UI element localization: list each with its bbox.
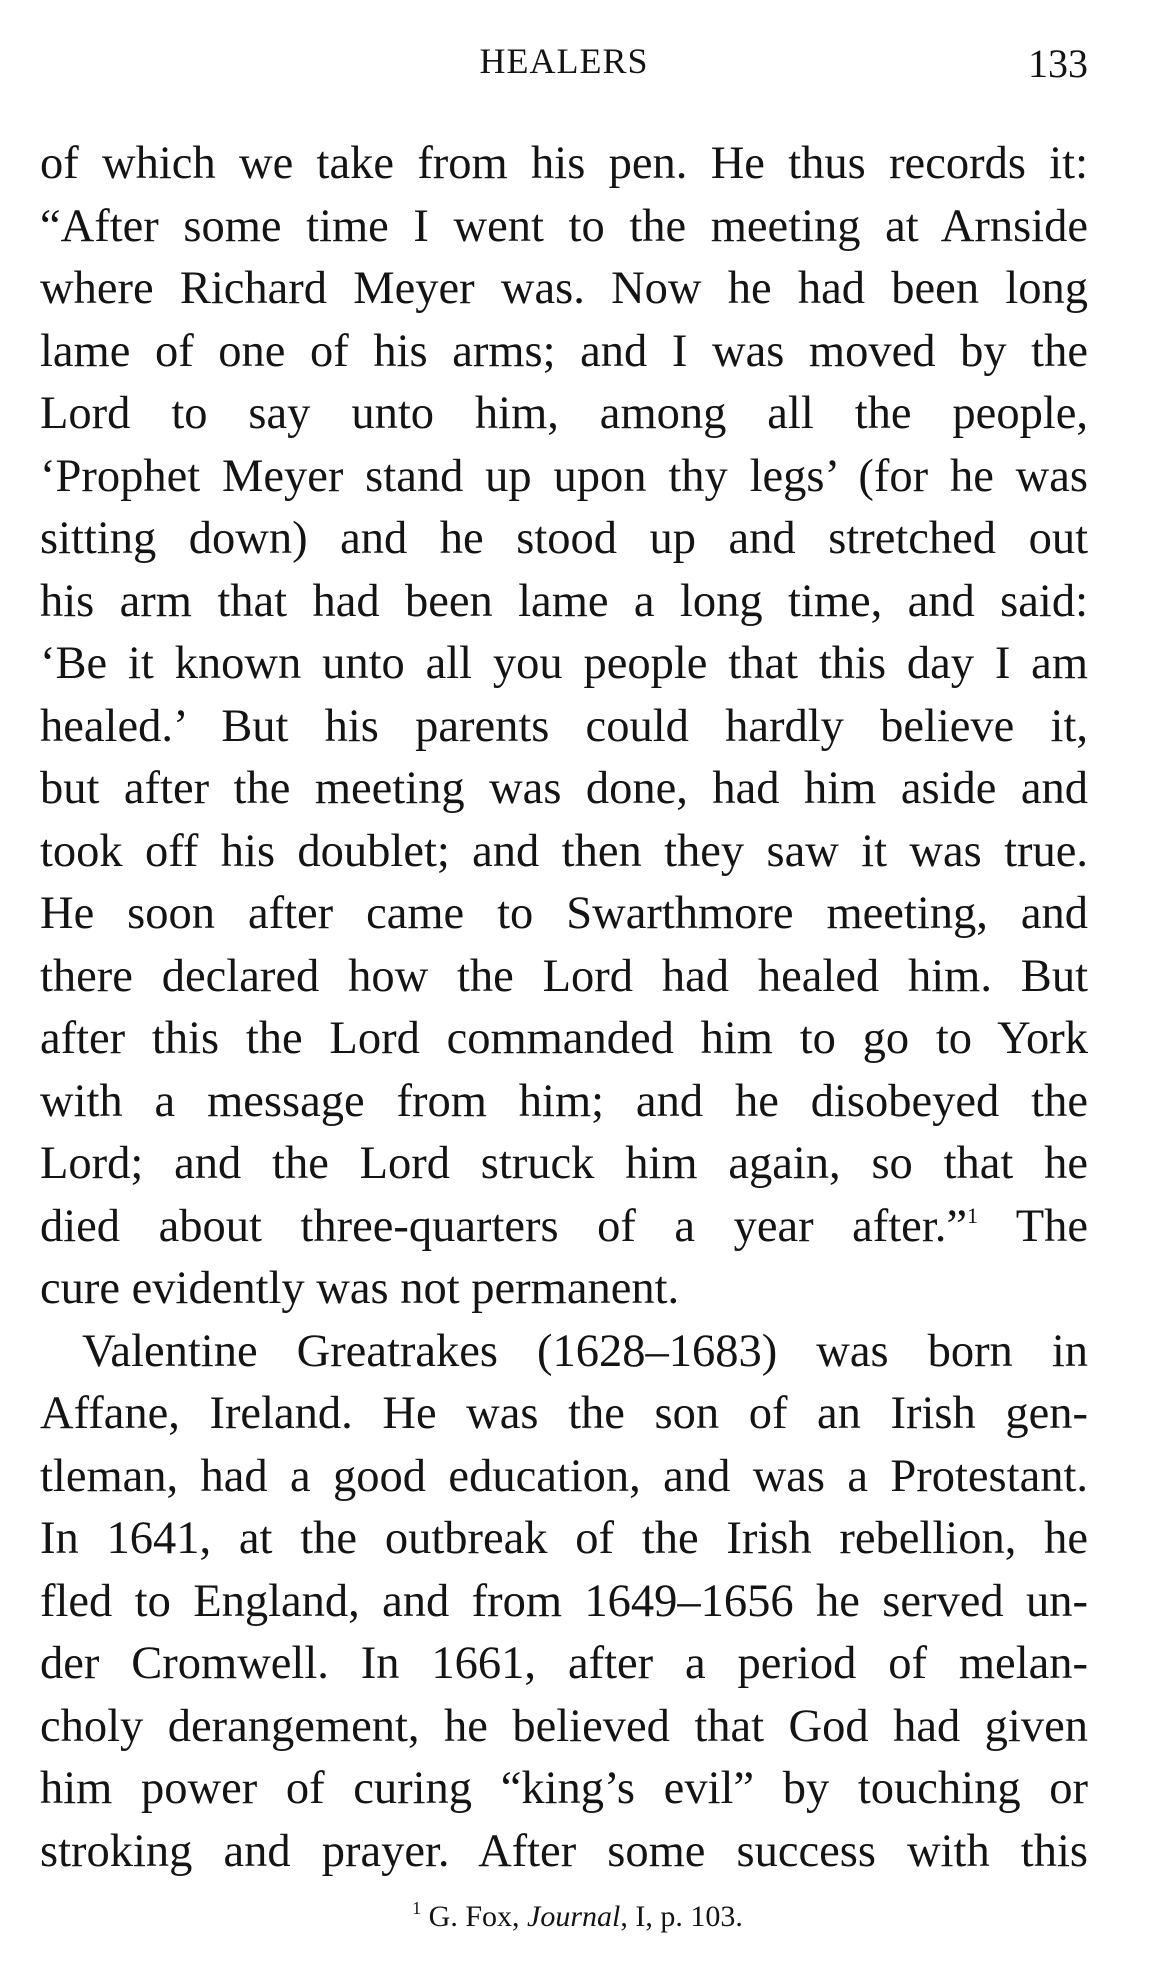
text-line: Affane, Ireland. He was the son of an Irish gen- xyxy=(40,1388,1088,1439)
text-line: der Cromwell. In 1661, after a period of melan- xyxy=(40,1638,1088,1689)
text-line: Lord; and the Lord struck him again, so that he xyxy=(40,1138,1088,1189)
text-line: choly derangement, he believed that God had given xyxy=(40,1700,1088,1752)
text-line: of which we take from his pen. He thus records it: xyxy=(40,138,1088,189)
footnote-reference: 1 xyxy=(967,1202,978,1228)
text-line: lame of one of his arms; and I was moved by the xyxy=(40,325,1088,377)
footnote-author: G. Fox, xyxy=(428,1900,528,1933)
footnote-marker: 1 xyxy=(412,1898,422,1918)
running-head xyxy=(40,40,1088,90)
paragraph-end-line: cure evidently was not permanent. xyxy=(40,1263,680,1314)
footnote xyxy=(0,1898,1155,1934)
text-line: healed.’ But his parents could hardly believe it, xyxy=(40,700,1088,752)
text-line: with a message from him; and he disobeyed the xyxy=(40,1075,1088,1127)
text-line: ‘Be it known unto all you people that this day I am xyxy=(40,638,1088,689)
text-line: sitting down) and he stood up and stretched out xyxy=(40,513,1088,564)
text-line: there declared how the Lord had healed him. But xyxy=(40,950,1088,1002)
text-line: “After some time I went to the meeting at Arnside xyxy=(40,200,1088,252)
text-line: ‘Prophet Meyer stand up upon thy legs’ (for he was xyxy=(40,450,1088,502)
page-number: 133 xyxy=(1028,41,1088,86)
paragraph-first-line: Valentine Greatrakes (1628–1683) was born in xyxy=(82,1325,1088,1377)
text-line: but after the meeting was done, had him aside and xyxy=(40,763,1088,814)
text-line: He soon after came to Swarthmore meeting, and xyxy=(40,888,1088,939)
text-line: him power of curing “king’s evil” by touching or xyxy=(40,1763,1088,1814)
text-line: Lord to say unto him, among all the people, xyxy=(40,388,1088,439)
text-line: tleman, had a good education, and was a Protestant. xyxy=(40,1450,1088,1502)
chapter-title: HEALERS xyxy=(479,41,649,81)
text-line: where Richard Meyer was. Now he had been long xyxy=(40,263,1088,314)
text-line: after this the Lord commanded him to go to York xyxy=(40,1013,1088,1064)
text-line: his arm that had been lame a long time, and said: xyxy=(40,575,1088,627)
text-line-start: died about three-quarters of a year after.” xyxy=(40,1200,967,1252)
text-line: fled to England, and from 1649–1656 he served un- xyxy=(40,1575,1088,1627)
body-text xyxy=(40,133,1088,1883)
text-line: stroking and prayer. After some success with this xyxy=(40,1825,1088,1877)
footnote-work-title: Journal xyxy=(527,1900,621,1933)
text-line: In 1641, at the outbreak of the Irish rebellion, he xyxy=(40,1513,1088,1564)
text-line-end: The xyxy=(978,1200,1088,1252)
text-line-with-note xyxy=(40,1196,1088,1259)
text-line: took off his doublet; and then they saw it was true. xyxy=(40,825,1088,877)
footnote-citation: , I, p. 103. xyxy=(620,1900,743,1933)
